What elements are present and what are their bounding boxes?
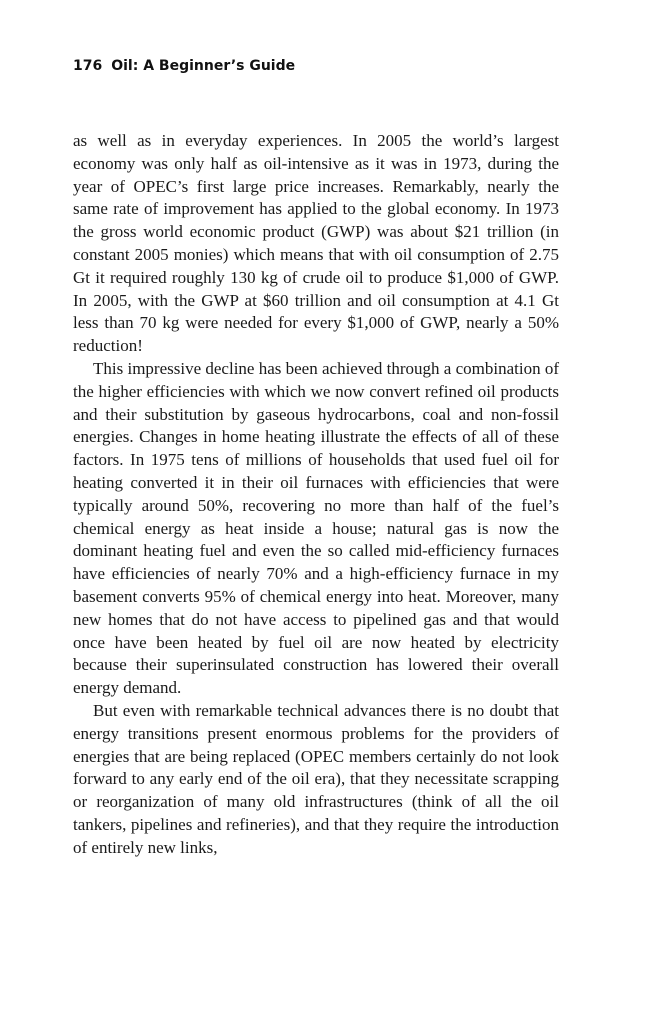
- paragraph-home-heating: This impressive decline has been achieved through a combination of the higher efficiencies with which we now convert refined oil products and their substitution by gaseous hydrocarbons, coal and non-fossil energies. Changes in home heating illustrate the effects of all of these factors. In 1975 tens of millions of households that used fuel oil for heating converted it in their oil furnaces with efficiencies that were typically around 50%, recovering no more than half of the fuel’s chemical energy as heat inside a house; natural gas is now the dominant heating fuel and even the so called mid-efficiency furnaces have efficiencies of nearly 70% and a high-efficiency furnace in my basement converts 95% of chemical energy into heat. Moreover, many new homes that do not have access to pipelined gas and that would once have been heated by fuel oil are now heated by electricity because their superinsulated construction has lowered their overall energy demand.: [73, 358, 559, 698]
- page-number: 176: [73, 58, 103, 74]
- paragraph-continued: as well as in everyday experiences. In 2005 the world’s largest economy was only half as oil-intensive as it was in 1973, during the year of OPEC’s first large price increases. Remarkably, nearly the same rate of improvement has applied to the global economy. In 1973 the gross world economic product (GWP) was about $21 trillion (in constant 2005 monies) which means that with oil consumption of 2.75 Gt it required roughly 130 kg of crude oil to produce $1,000 of GWP. In 2005, with the GWP at $60 trillion and oil consumption at 4.1 Gt less than 70 kg were needed for every $1,000 of GWP, nearly a 50% reduction!: [73, 131, 559, 356]
- running-head: [73, 58, 295, 74]
- paragraph-energy-transitions: But even with remarkable technical advances there is no doubt that energy transitions present enormous problems for the providers of energies that are being replaced (OPEC members certainly do not look forward to any early end of the oil era), that they necessitate scrapping or reorganization of many old infrastructures (think of all the oil tankers, pipelines and refineries), and that they require the introduction of entirely new links,: [73, 700, 559, 857]
- body-text: [73, 130, 559, 860]
- book-title: Oil: A Beginner’s Guide: [111, 58, 296, 74]
